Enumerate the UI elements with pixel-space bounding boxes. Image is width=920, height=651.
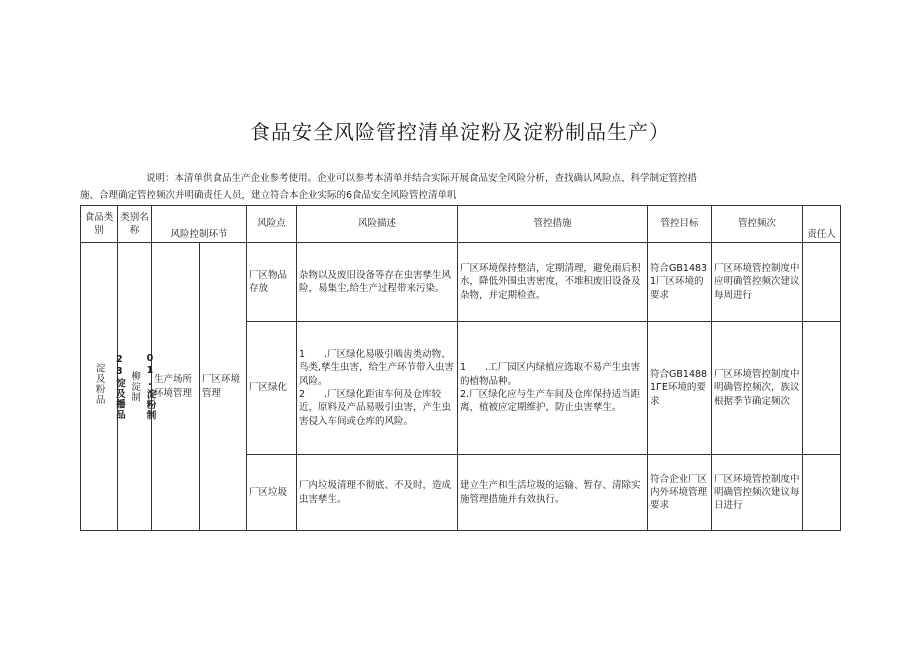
control-target: 符合GB14831厂区环境的要求 <box>648 243 712 322</box>
risk-point: 厂区物品存放 <box>247 243 297 322</box>
control-measures: 建立生产和生活垃圾的运输、暂存、清除实施管理措施并有效执行。 <box>458 455 648 531</box>
header-frequency: 管控频次 <box>712 206 803 243</box>
category-name-cell <box>113 243 156 531</box>
table-row <box>81 243 841 322</box>
control-frequency: 厂区环境管控制度中明确管控频次，族议根据季节确定频次 <box>712 322 803 455</box>
document-title: 食品安全风险管控清单淀粉及淀粉制品生产） <box>250 120 670 144</box>
control-frequency: 厂区环境管控制度中明确管控频次建议每日进行 <box>712 455 803 531</box>
header-target: 管控目标 <box>648 206 712 243</box>
food-category-value: 淀及粉品 <box>93 363 105 406</box>
risk-description: 厂内垃圾清理不彻底、不及时，造成虫害孳生。 <box>297 455 458 531</box>
header-food-category: 食品类别 <box>81 206 118 243</box>
header-responsible: 责任人 <box>803 206 841 243</box>
control-link-main: 生产场所环境管理 <box>152 243 200 531</box>
description-line-1: 说明：本清单供食品生产企业参考使用。企业可以参考本清单并结合实际开展食品安全风险分析，查找确认风险点、科学制定管控措 <box>146 173 698 184</box>
description-line-2: 施、合理确定管控频次并明确责任人员，建立符合本企业实际的6食品安全风险管控清单叽 <box>80 190 457 201</box>
risk-description: 1 .厂区绿化易吸引啮齿类动物、鸟类,孳生虫害，给生产环节带入虫害风险。 2 .厂区绿化距宙车何及仓库较近，原料及产品易吸引虫害，产生虫害侵入车间或仓库的风险。 <box>297 322 458 455</box>
header-control-link: 风险控制环节 <box>152 206 247 243</box>
header-category-name: 类别名称 <box>118 206 152 243</box>
category-name-part-2: 柳淀制 <box>129 370 141 403</box>
risk-point: 厂区绿化 <box>247 322 297 455</box>
control-target: 符合企业厂区内外环境管理要求 <box>648 455 712 531</box>
control-frequency: 厂区环境管控制度中应明确管控频次建议每周进行 <box>712 243 803 322</box>
control-measures: 厂区环境保持整洁，定期清理，避免雨后积水，降低外围虫害密度，不堆积废旧设备及杂物，并定期检查。 <box>458 243 648 322</box>
table-header-row <box>81 206 841 243</box>
risk-description: 杂物以及废旧设备等存在虫害孳生风险，易集尘,给生产过程带来污染。 <box>297 243 458 322</box>
header-risk-desc: 风险描述 <box>297 206 458 243</box>
category-name-part-3: 23淀及播品 <box>113 353 125 420</box>
responsible-person <box>803 455 841 531</box>
control-link-sub: 厂区环境管理 <box>200 243 247 531</box>
risk-control-table <box>80 205 841 531</box>
header-risk-point: 风险点 <box>247 206 297 243</box>
responsible-person <box>803 322 841 455</box>
control-target: 符合GB14881ГЕ环境的要求 <box>648 322 712 455</box>
control-measures: 1 .工厂园区内绿植应选取不易产生虫害的植物品种。 2.厂区绿化应与生产车间及仓库保持适当距离，植被应定期维护，防止虫害孳生。 <box>458 322 648 455</box>
responsible-person <box>803 243 841 322</box>
category-name-part-1: 01.淀粉制 <box>144 352 156 421</box>
risk-point: 厂区垃圾 <box>247 455 297 531</box>
header-measures: 管控措施 <box>458 206 648 243</box>
